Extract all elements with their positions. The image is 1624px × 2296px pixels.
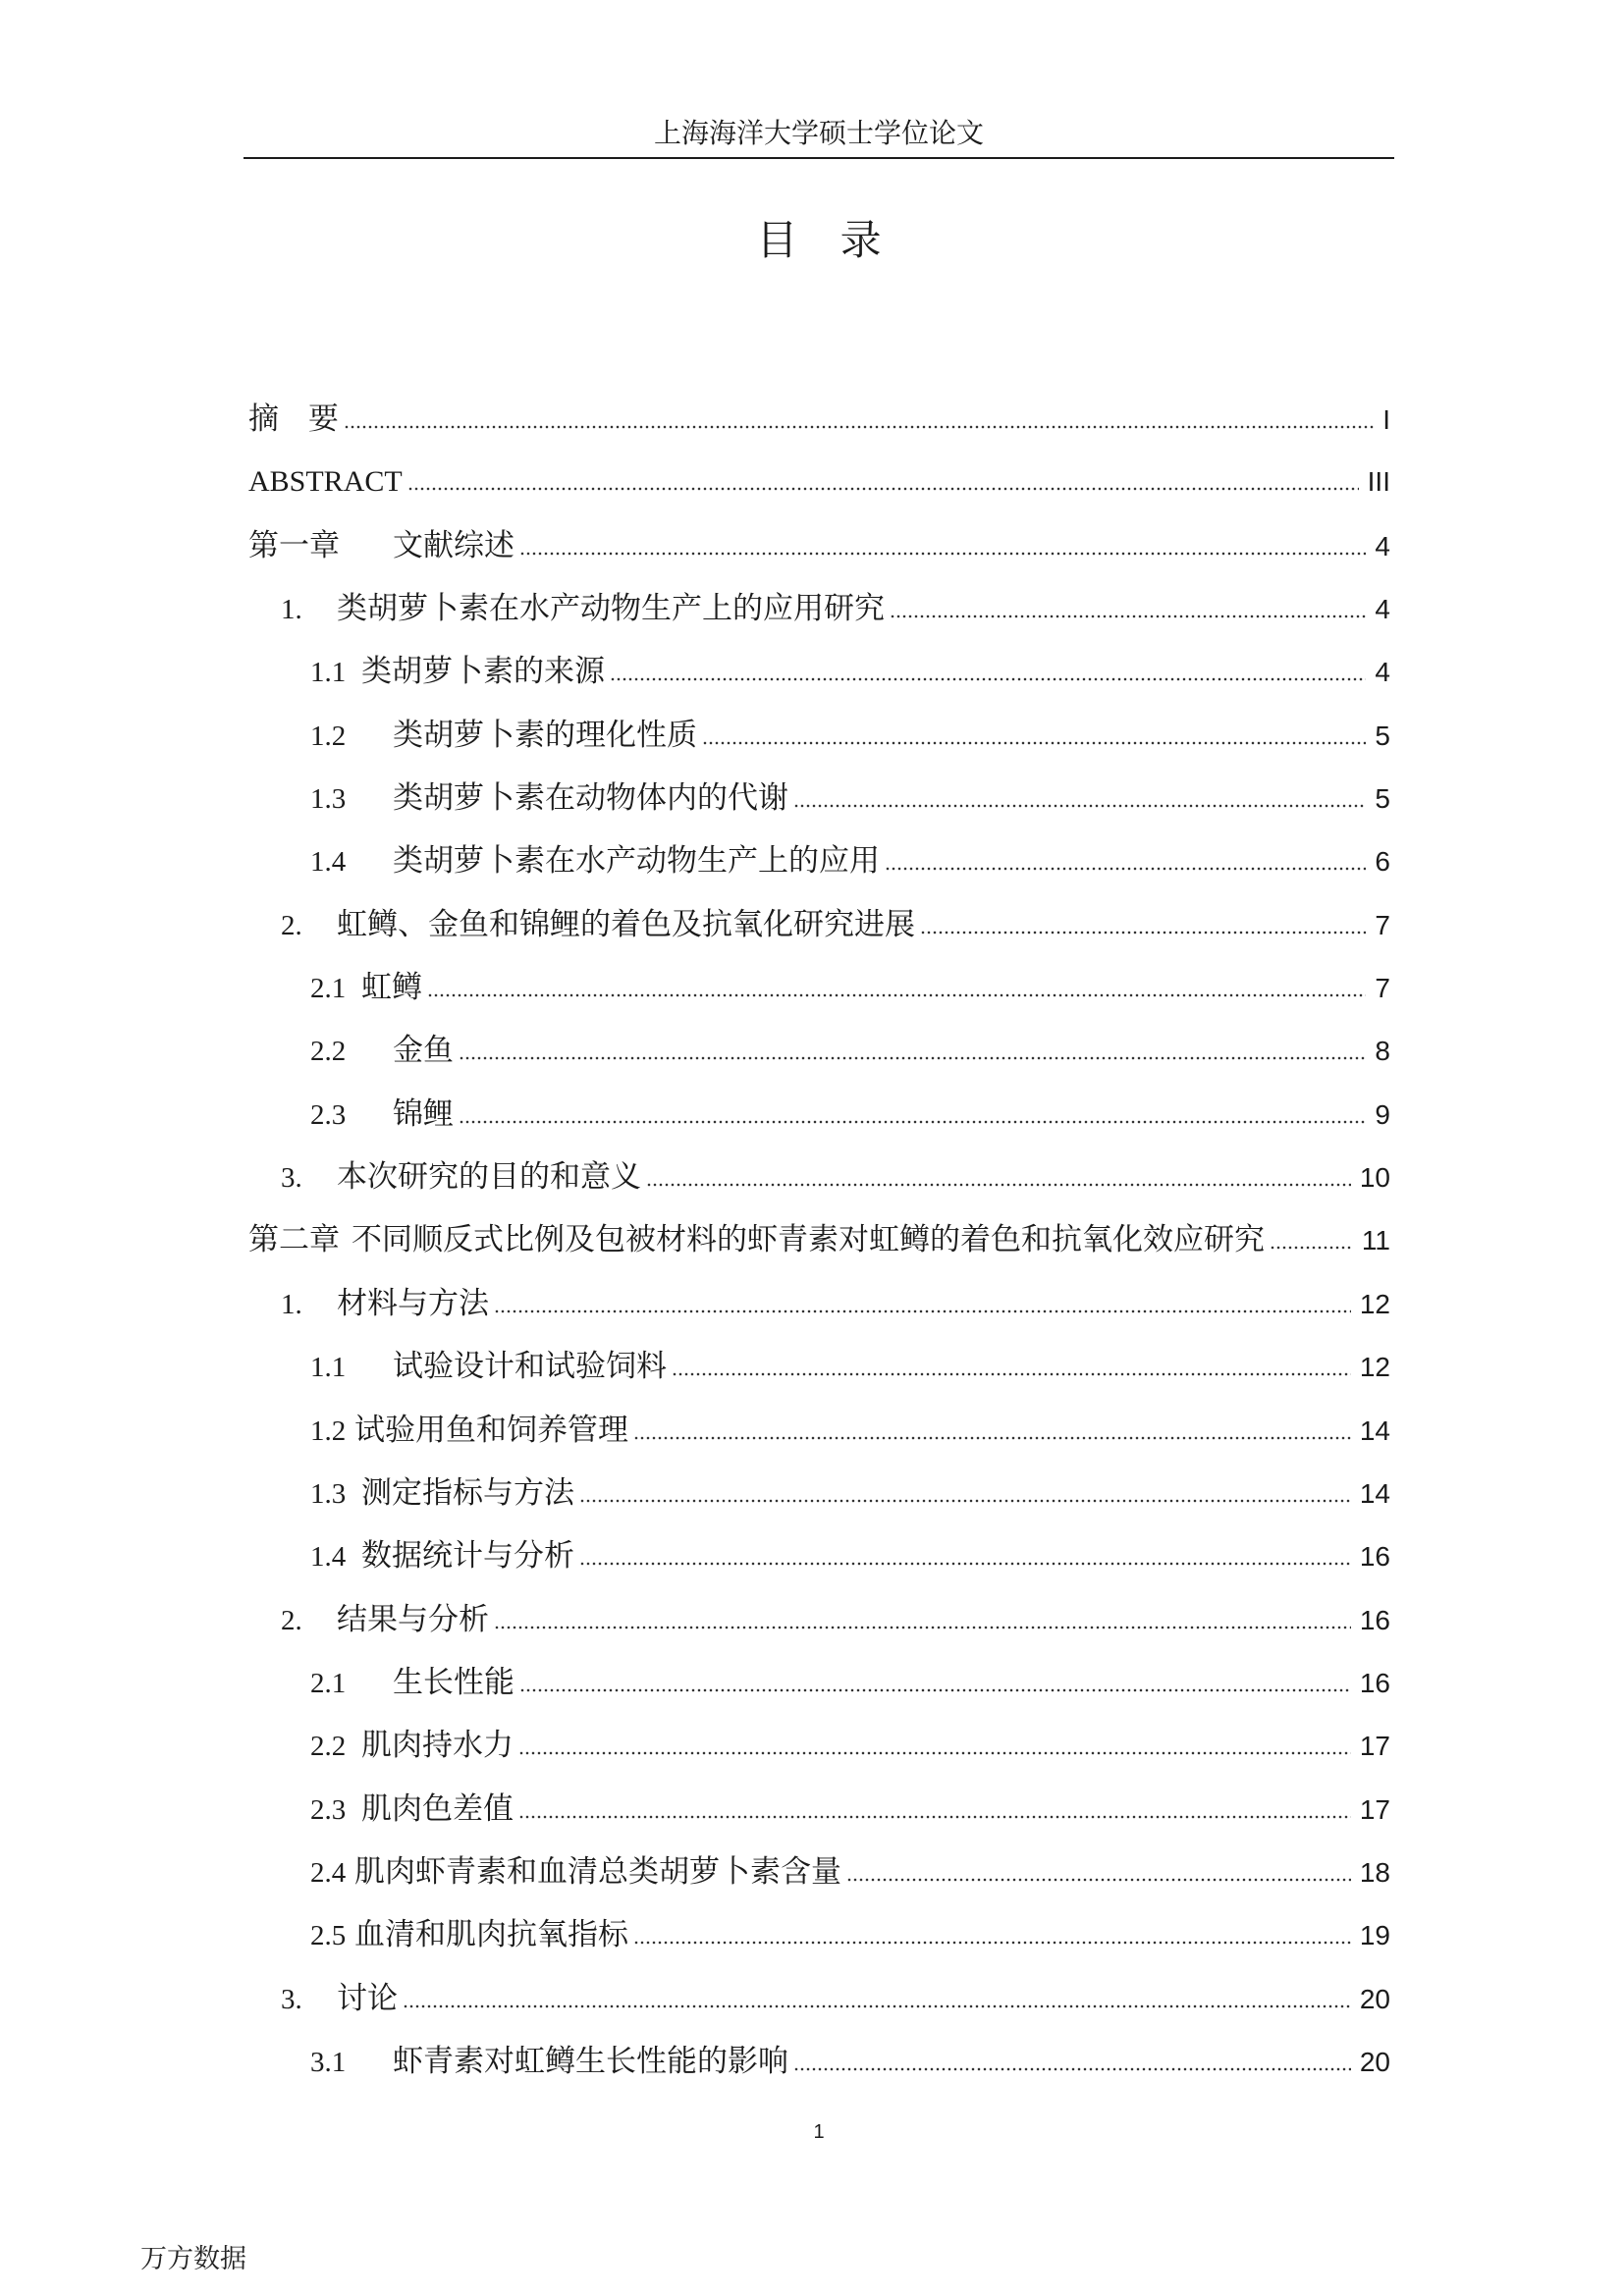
dot-leader [494, 1626, 1351, 1629]
toc-entry-number: 3. [281, 1162, 302, 1195]
dot-leader [890, 614, 1366, 618]
toc-entry [248, 640, 1390, 703]
toc-entry-page: 14 [1359, 1415, 1390, 1446]
toc-entry-page: 4 [1375, 657, 1390, 688]
toc-entry [248, 1146, 1390, 1208]
toc-entry-number: 3.1 [310, 2046, 347, 2078]
toc-entry-page: 16 [1359, 1604, 1390, 1635]
toc-entry-page: 12 [1359, 1352, 1390, 1383]
toc-entry-page: 16 [1359, 1667, 1390, 1698]
dot-leader [427, 993, 1366, 997]
toc-entry-title: 试验设计和试验饲料 [393, 1349, 667, 1385]
dot-leader [633, 1436, 1351, 1440]
toc-entry-page: 6 [1375, 846, 1390, 878]
toc-entry-page: 7 [1375, 909, 1390, 940]
toc-entry-page: 8 [1375, 1036, 1390, 1067]
toc-entry-title: 测定指标与方法 [361, 1474, 574, 1511]
toc-entry-title: 虹鳟 [361, 970, 422, 1006]
toc-entry-number: 1.2 [310, 1415, 347, 1447]
toc-entry-title: 数据统计与分析 [361, 1538, 574, 1575]
dot-leader [920, 931, 1366, 934]
dot-leader [403, 2004, 1351, 2008]
toc-entry-number: 3. [281, 1983, 302, 2015]
toc-entry-page: 5 [1375, 720, 1390, 751]
toc-entry-page: III [1367, 466, 1390, 498]
dot-leader [579, 1562, 1351, 1566]
toc-entry-title: 金鱼 [393, 1033, 454, 1069]
toc-entry-number: 1.1 [310, 657, 347, 689]
toc-entry [248, 956, 1390, 1019]
toc-entry-page: 19 [1359, 1920, 1390, 1951]
toc-entry [248, 1272, 1390, 1335]
toc-entry-title: 肌肉虾青素和血清总类胡萝卜素含量 [354, 1853, 841, 1890]
toc-entry-page: 20 [1359, 1983, 1390, 2014]
toc-entry [248, 829, 1390, 892]
toc-entry-number: 2.4 [310, 1856, 347, 1889]
dot-leader [494, 1309, 1351, 1313]
toc-entry [248, 704, 1390, 767]
toc-entry-page: 4 [1375, 594, 1390, 625]
toc-entry [248, 577, 1390, 640]
toc-entry-title: 肌肉持水力 [361, 1728, 514, 1764]
toc-entry-page: 17 [1359, 1793, 1390, 1825]
toc-entry [248, 1967, 1390, 2030]
toc-entry-number: 1.2 [310, 720, 347, 752]
dot-leader [459, 1056, 1366, 1060]
dot-leader [633, 1941, 1351, 1945]
toc-entry-number: 2.2 [310, 1036, 347, 1068]
toc-entry-page: 17 [1359, 1731, 1390, 1762]
toc-entry-title: 材料与方法 [337, 1285, 489, 1321]
toc-entry-page: 9 [1375, 1098, 1390, 1130]
toc-entry-page: 11 [1361, 1225, 1390, 1256]
toc-entry-page: 7 [1375, 973, 1390, 1004]
toc-entry-number: 第一章 [248, 527, 340, 563]
toc-entry [248, 767, 1390, 829]
dot-leader [344, 425, 1374, 429]
toc-entry-page: 4 [1375, 530, 1390, 561]
dot-leader [519, 1688, 1351, 1692]
toc-entry-title: 生长性能 [393, 1664, 514, 1700]
toc-entry-page: 10 [1359, 1162, 1390, 1194]
toc-entry [248, 1399, 1390, 1462]
toc-entry-title: ABSTRACT [248, 465, 403, 499]
toc-entry-number: 2.1 [310, 1667, 347, 1699]
dot-leader [1270, 1246, 1353, 1250]
dot-leader [459, 1120, 1366, 1124]
toc-entry [248, 1778, 1390, 1841]
header-rule [244, 157, 1394, 159]
toc-entry-page: I [1382, 404, 1390, 435]
table-of-contents [248, 388, 1390, 2093]
toc-entry [248, 1841, 1390, 1903]
dot-leader [579, 1499, 1351, 1503]
toc-entry [248, 1524, 1390, 1587]
toc-entry-number: 1. [281, 594, 302, 626]
toc-entry-number: 2.5 [310, 1920, 347, 1952]
toc-entry-title: 虹鳟、金鱼和锦鲤的着色及抗氧化研究进展 [337, 906, 915, 942]
toc-entry-title: 肌肉色差值 [361, 1790, 514, 1827]
page-number: 1 [813, 2121, 825, 2143]
toc-entry-number: 2. [281, 1604, 302, 1636]
toc-entry-page: 14 [1359, 1477, 1390, 1509]
toc-entry-chapter-2 [248, 1208, 1390, 1271]
toc-entry-title: 虾青素对虹鳟生长性能的影响 [393, 2043, 788, 2079]
toc-entry-page: 18 [1359, 1856, 1390, 1888]
toc-entry-number: 2. [281, 909, 302, 941]
toc-entry [248, 1019, 1390, 1082]
dot-leader [518, 1751, 1351, 1755]
toc-entry-number: 1. [281, 1288, 302, 1320]
dot-leader [519, 552, 1366, 556]
watermark-text: 万方数据 [140, 2244, 246, 2274]
toc-entry-title: 类胡萝卜素在水产动物生产上的应用研究 [337, 591, 885, 627]
toc-entry-title: 不同顺反式比例及包被材料的虾青素对虹鳟的着色和抗氧化效应研究 [352, 1222, 1265, 1258]
toc-entry-abstract-cn [248, 388, 1390, 451]
dot-leader [846, 1878, 1351, 1882]
dot-leader [646, 1183, 1351, 1187]
toc-entry-number: 2.1 [310, 973, 347, 1005]
toc-entry [248, 1714, 1390, 1777]
toc-entry-title: 讨论 [337, 1980, 398, 2016]
toc-entry [248, 1083, 1390, 1146]
dot-leader [518, 1815, 1351, 1819]
running-header-title: 上海海洋大学硕士学位论文 [653, 117, 984, 149]
toc-entry [248, 1651, 1390, 1714]
toc-entry-number: 第二章 [248, 1222, 340, 1258]
toc-entry-page: 5 [1375, 783, 1390, 815]
toc-entry-abstract-en [248, 451, 1390, 513]
dot-leader [702, 741, 1366, 745]
toc-entry-title: 摘 要 [248, 401, 339, 437]
dot-leader [610, 677, 1366, 681]
dot-leader [672, 1372, 1351, 1376]
toc-entry-number: 2.3 [310, 1793, 347, 1826]
dot-leader [885, 867, 1366, 871]
toc-entry-title: 类胡萝卜素在水产动物生产上的应用 [393, 843, 880, 880]
toc-entry-number: 1.3 [310, 1477, 347, 1510]
toc-entry-title: 类胡萝卜素的来源 [361, 654, 605, 690]
toc-entry-number: 1.4 [310, 1541, 347, 1574]
toc-entry-title: 血清和肌肉抗氧指标 [354, 1917, 628, 1953]
toc-entry-title: 试验用鱼和饲养管理 [354, 1412, 628, 1448]
toc-entry-page: 16 [1359, 1541, 1390, 1573]
toc-entry-title: 类胡萝卜素的理化性质 [393, 717, 697, 753]
toc-entry-number: 1.4 [310, 846, 347, 879]
toc-entry [248, 2030, 1390, 2093]
toc-entry-number: 1.1 [310, 1352, 347, 1384]
toc-entry [248, 1462, 1390, 1524]
toc-entry-title: 类胡萝卜素在动物体内的代谢 [393, 780, 788, 817]
dot-leader [407, 487, 1359, 491]
toc-entry-title: 文献综述 [393, 527, 514, 563]
toc-entry-title: 锦鲤 [393, 1095, 454, 1132]
toc-entry-title: 本次研究的目的和意义 [337, 1159, 641, 1196]
toc-entry-number: 1.3 [310, 783, 347, 816]
toc-entry-number: 2.3 [310, 1098, 347, 1131]
dot-leader [793, 2067, 1351, 2071]
dot-leader [793, 804, 1366, 808]
toc-entry-chapter-1 [248, 514, 1390, 577]
toc-entry-title: 结果与分析 [337, 1601, 489, 1637]
toc-heading: 目 录 [756, 216, 882, 264]
toc-entry [248, 1335, 1390, 1398]
toc-entry-page: 12 [1359, 1288, 1390, 1319]
toc-entry-page: 20 [1359, 2046, 1390, 2077]
toc-entry-number: 2.2 [310, 1731, 347, 1763]
toc-entry [248, 1903, 1390, 1966]
toc-entry [248, 893, 1390, 956]
toc-entry [248, 1588, 1390, 1651]
